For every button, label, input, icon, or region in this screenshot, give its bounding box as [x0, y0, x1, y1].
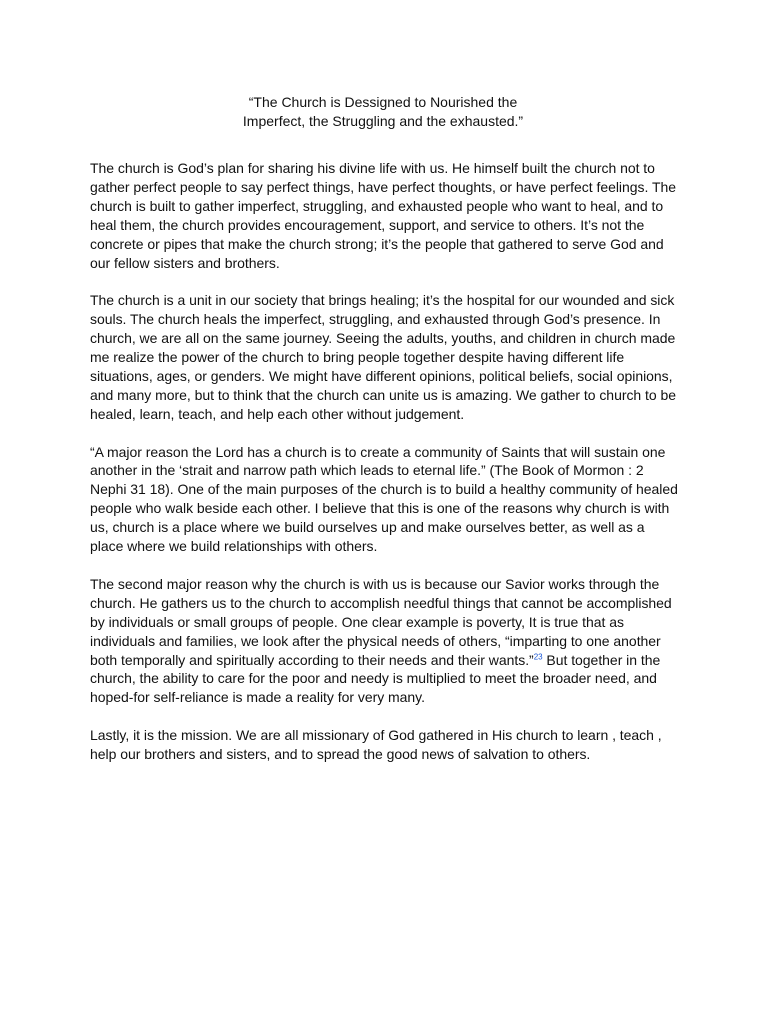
- document-title: [90, 93, 680, 131]
- paragraph-4-text-after: But together in the church, the ability to care for the poor and needy is multiplied to meet the broader need, and hoped-for self-reliance is made a reality for very many.: [90, 651, 661, 706]
- paragraph-3: “A major reason the Lord has a church is to create a community of Saints that will sustain one another in the ‘strait and narrow path which leads to eternal life.” (The Book of Mormon : 2 Nephi 31 18). One of the main purposes of the church is to build a healthy community of healed people who walk beside each other. I believe that this is one of the reasons why church is with us, church is a place where we build ourselves up and make ourselves better, as well as a place where we build relationships with others.: [90, 443, 678, 555]
- paragraph-1: The church is God’s plan for sharing his divine life with us. He himself built the church not to gather perfect people to say perfect things, have perfect thoughts, or have perfect feelings. The church is built to gather imperfect, struggling, and exhausted people who want to heal, and to heal them, the church provides encouragement, support, and service to others. It’s not the concrete or pipes that make the church strong; it’s the people that gathered to serve God and our fellow sisters and brothers.: [90, 160, 676, 271]
- paragraph-4-text-before: The second major reason why the church is with us is because our Savior works through the church. He gathers us to the church to accomplish needful things that cannot be accomplished by individuals or small groups of people. One clear example is poverty, It is true that as individuals and families, we look after the physical needs of others, “imparting to one another both temporally and spiritually according to their needs and their wants.”: [90, 575, 672, 668]
- footnote-reference-link[interactable]: 23: [533, 651, 543, 661]
- paragraph-4: [90, 575, 680, 707]
- paragraph-2: The church is a unit in our society that brings healing; it’s the hospital for our wounded and sick souls. The church heals the imperfect, struggling, and exhausted through God’s presence. In church, we are all on the same journey. Seeing the adults, youths, and children in church made me realize the power of the church to bring people together despite having different life situations, ages, or genders. We might have different opinions, political beliefs, social opinions, and many more, but to think that the church can unite us is amazing. We gather to church to be healed, learn, teach, and help each other without judgement.: [90, 292, 677, 422]
- paragraph-5: Lastly, it is the mission. We are all missionary of God gathered in His church to learn , teach , help our brothers and sisters, and to spread the good news of salvation to others.: [90, 727, 662, 763]
- title-line-1: “The Church is Dessigned to Nourished the: [248, 94, 518, 110]
- title-line-2: Imperfect, the Struggling and the exhausted.”: [242, 113, 524, 129]
